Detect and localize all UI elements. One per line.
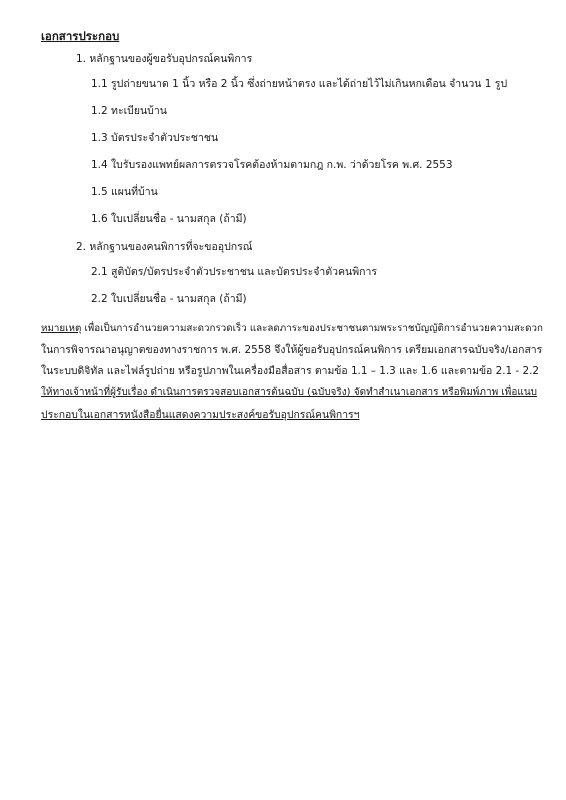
note-line-4: ให้ทางเจ้าหน้าที่ผู้รับเรื่อง ดำเนินการตรวจสอบเอกสารต้นฉบับ (ฉบับจริง) จัดทำสำเนาเอกสาร หรือพิมพ์ภาพ เพื่อแนบ	[41, 387, 538, 398]
list-item: 1.2 ทะเบียนบ้าน	[91, 105, 167, 117]
note-line-5: ประกอบในเอกสารหนังสือยื่นแสดงความประสงค์ขอรับอุปกรณ์คนพิการฯ	[41, 409, 360, 421]
list-item: 1.6 ใบเปลี่ยนชื่อ - นามสกุล (ถ้ามี)	[91, 213, 247, 225]
list-item: 2.1 สูติบัตร/บัตรประจำตัวประชาชน และบัตรประจำตัวคนพิการ	[91, 266, 378, 278]
note-line-2: ในการพิจารณาอนุญาตของทางราชการ พ.ศ. 2558 จึงให้ผู้ขอรับอุปกรณ์คนพิการ เตรียมเอกสารฉบับจริง/เอกสาร	[41, 344, 543, 356]
list-item: 1.1 รูปถ่ายขนาด 1 นิ้ว หรือ 2 นิ้ว ซึ่งถ่ายหน้าตรง และได้ถ่ายไว้ไม่เกินหกเดือน จำนวน 1 รูป	[91, 78, 508, 90]
section-2-heading: 2. หลักฐานของคนพิการที่จะขออุปกรณ์	[76, 241, 253, 253]
note-label: หมายเหตุ	[41, 323, 82, 334]
note-line-1	[41, 322, 543, 336]
list-item: 1.5 แผนที่บ้าน	[91, 186, 158, 198]
note-text-1: เพื่อเป็นการอำนวยความสะดวกรวดเร็ว และลดภาระของประชาชนตามพระราชบัญญัติการอำนวยความสะดวก	[81, 323, 543, 334]
list-item: 1.3 บัตรประจำตัวประชาชน	[91, 132, 219, 144]
note-line-3: ในระบบดิจิทัล และไฟล์รูปถ่าย หรือรูปภาพในเครื่องมือสื่อสาร ตามข้อ 1.1 – 1.3 และ 1.6 และตามข้อ 2.1 - 2.2	[41, 365, 539, 377]
list-item: 2.2 ใบเปลี่ยนชื่อ - นามสกุล (ถ้ามี)	[91, 293, 247, 305]
section-1-heading: 1. หลักฐานของผู้ขอรับอุปกรณ์คนพิการ	[76, 53, 253, 65]
list-item: 1.4 ใบรับรองแพทย์ผลการตรวจโรคต้องห้ามตามกฎ ก.พ. ว่าด้วยโรค พ.ศ. 2553	[91, 159, 453, 171]
document-title: เอกสารประกอบ	[41, 29, 120, 43]
